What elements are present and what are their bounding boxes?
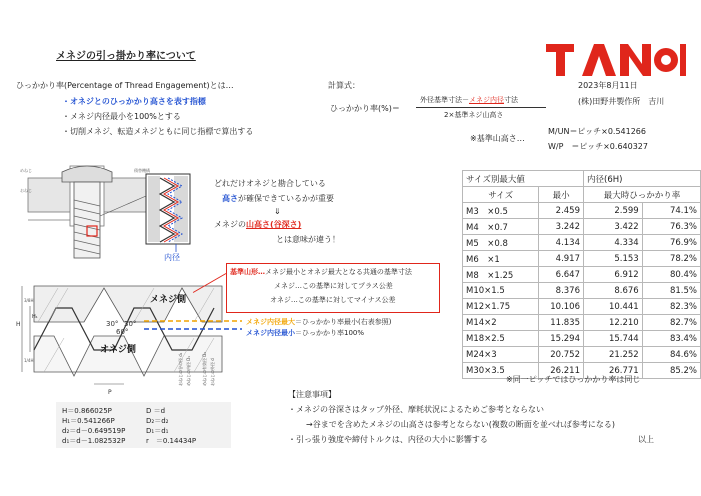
table-row: M12×1.75 10.106 10.441 82.3% [463,299,701,315]
formula-note-2: W/P ＝ピッチ×0.640327 [548,142,648,151]
formula-right-3: r ＝0.14434P [146,437,197,445]
table-row: M8 ×1.25 6.647 6.912 80.4% [463,267,701,283]
col-size: サイズ [463,187,539,203]
table-note: ※同一ピッチではひっかかり率は同じ [506,375,641,384]
inner-diameter-label: 内径 [164,253,180,262]
male-side-label: オネジ側 [100,345,136,355]
table-row: M18×2.5 15.294 15.744 83.4% [463,331,701,347]
table-row: M10×1.5 8.376 8.676 81.5% [463,283,701,299]
formula-note-1: M/UN＝ピッチ×0.541266 [548,127,646,136]
formula-left-1: H₁＝0.541266P [62,417,115,425]
dia-label-3: めねじの有効径 D₂ [202,352,207,386]
thread-profile-diagram [14,266,244,404]
formula-lhs: ひっかかり率(%)＝ [330,104,400,113]
dia-label-2: めねじの内径 D₁ [186,356,191,386]
formula-numerator: 外径基準寸法－メネジ内径寸法 [420,96,518,104]
basis-line-1: 基準山形…メネジ最小とオネジ最大となる共通の基準寸法 [230,268,412,276]
dia-label-1: おねじの谷の径 d₁ [178,352,183,386]
size-table [462,170,701,379]
notes-end: 以上 [638,435,654,444]
definition-bullet-3: ・切削メネジ、転造メネジともに同じ指標で算出する [62,127,254,136]
h-label: H [16,321,21,328]
page-title: メネジの引っ掛かり率について [56,51,196,62]
table-head-right: 内径(6H) [584,171,701,187]
pitch-label: P [108,389,112,396]
formula-left-0: H＝0.866025P [62,407,112,415]
notes-heading: 【注意事項】 [288,390,336,399]
table-row: M4 ×0.7 3.242 3.422 76.3% [463,219,701,235]
h-frac-bottom: 1/4H [24,358,34,363]
formula-note-label: ※基準山高さ… [470,134,525,143]
female-side-label: メネジ側 [150,295,187,305]
notes-item-3: ・引っ張り強度や締付トルクは、内径の大小に影響する [288,435,488,444]
notes-item-1: ・メネジの谷深さはタップ外径、摩耗状況によるためご参考とならない [288,405,544,414]
concept-line-3: メネジの山高さ(谷深さ) [214,220,302,229]
table-row: M14×2 11.835 12.210 82.7% [463,315,701,331]
notes-item-2: →谷までを含めたメネジの山高さは参考とならない(複数の断面を並べれば参考になる) [306,420,615,429]
basis-line-2: メネジ…この基準に対してプラス公差 [274,282,393,290]
table-row: M30×3.5 26.211 26.771 85.2% [463,363,701,379]
table-row: M5 ×0.8 4.134 4.334 76.9% [463,235,701,251]
angle-60: 60° [116,328,129,336]
company-name: (株)田野井製作所 吉川 [578,97,665,106]
fraction-bar [416,107,546,108]
formula-right-0: D ＝d [146,407,166,415]
col-rate: 最大時ひっかかり率 [584,187,701,203]
formula-left-2: d₂＝d－0.649519P [62,427,126,435]
h-frac-top: 3/8H [24,298,34,303]
tap-section-diagram [14,160,224,270]
formula-right-1: D₂＝d₂ [146,417,169,425]
angle-30-right: 30° [124,320,137,328]
min-diameter-note: メネジ内径最小＝ひっかかり率100% [246,329,365,337]
formula-left-3: d₁＝d－1.082532P [62,437,126,445]
geometry-formula-box [56,402,231,448]
definition-bullet-1: ・オネジとのひっかかり高さを表す指標 [62,97,206,106]
dia-label-4: おねじの外径 d [210,358,215,386]
table-head-left: サイズ別最大値 [463,171,584,187]
angle-30-left: 30° [106,320,119,328]
formula-right-2: D₁＝d₁ [146,427,169,435]
label-female: めねじ [20,168,32,173]
definition-bullet-2: ・メネジ内径最小を100%とする [62,112,181,121]
concept-line-4: とは意味が違う！ [276,235,340,244]
formula-heading: 計算式： [328,81,360,90]
col-min: 最小 [539,187,584,203]
concept-line-2: 高さが確保できているかが重要 [222,194,334,203]
basis-line-3: オネジ…この基準に対してマイナス公差 [270,296,396,304]
tanoi-logo [546,42,686,82]
label-male: おねじ [20,188,32,193]
formula-denominator: 2×基準ネジ山高さ [444,111,504,119]
h1-label: H₁ [32,314,38,320]
date: 2023年8月11日 [578,81,638,90]
definition-heading: ひっかかり率(Percentage of Thread Engagement)とは… [16,81,234,90]
table-row: M3 ×0.5 2.459 2.599 74.1% [463,203,701,219]
concept-line-1: どれだけオネジと勘合している [214,179,326,188]
table-row: M6 ×1 4.917 5.153 78.2% [463,251,701,267]
label-mechanism: 積替機構 [134,168,150,173]
concept-arrow: ⇓ [274,207,281,216]
max-diameter-note: メネジ内径最大＝ひっかかり率最小(右表参照) [246,318,392,326]
table-row: M24×3 20.752 21.252 84.6% [463,347,701,363]
